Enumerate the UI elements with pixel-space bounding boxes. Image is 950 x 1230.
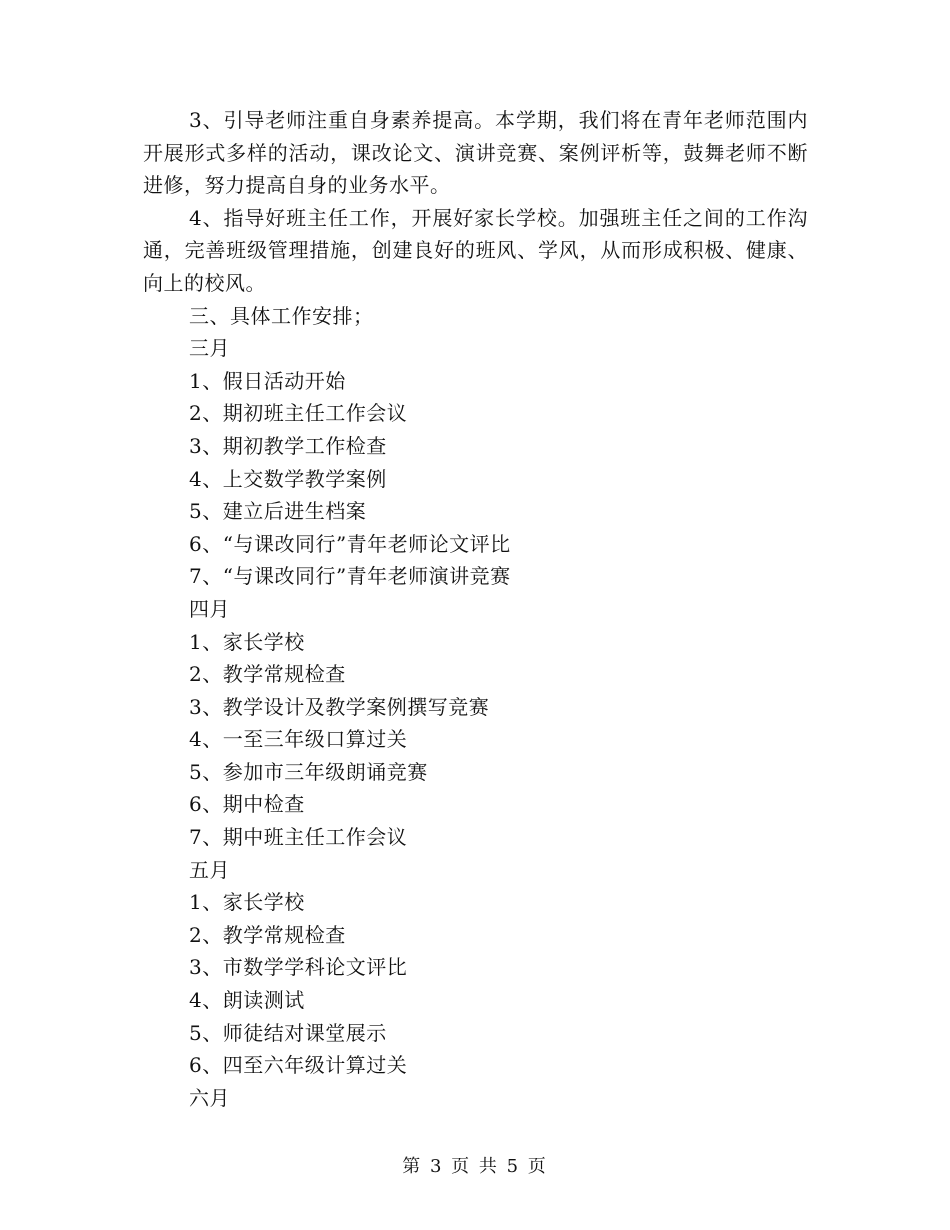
month-heading-april: 四月 xyxy=(189,596,230,621)
list-item: 5、建立后进生档案 xyxy=(189,499,367,524)
list-item: 4、一至三年级口算过关 xyxy=(189,727,408,752)
list-item: 5、师徒结对课堂展示 xyxy=(189,1020,387,1045)
list-item: 4、上交数学教学案例 xyxy=(189,466,387,491)
section-heading: 三、具体工作安排； xyxy=(189,303,374,328)
list-item: 6、“与课改同行”青年老师论文评比 xyxy=(189,531,511,556)
list-item: 2、期初班主任工作会议 xyxy=(189,401,408,426)
month-heading-june: 六月 xyxy=(189,1085,230,1110)
list-item: 1、家长学校 xyxy=(189,890,305,915)
list-item: 5、参加市三年级朗诵竞赛 xyxy=(189,759,428,784)
document-body xyxy=(143,104,808,1114)
paragraph-3: 3、引导老师注重自身素养提高。本学期，我们将在青年老师范围内开展形式多样的活动，课改论文、演讲竞赛、案例评析等，鼓舞老师不断进修，努力提高自身的业务水平。 xyxy=(143,108,808,198)
month-heading-march: 三月 xyxy=(189,336,230,361)
list-item: 2、教学常规检查 xyxy=(189,662,346,687)
list-item: 2、教学常规检查 xyxy=(189,922,346,947)
list-item: 7、“与课改同行”青年老师演讲竞赛 xyxy=(189,564,511,589)
list-item: 1、家长学校 xyxy=(189,629,305,654)
list-item: 3、教学设计及教学案例撰写竞赛 xyxy=(189,694,490,719)
month-heading-may: 五月 xyxy=(189,857,230,882)
list-item: 6、四至六年级计算过关 xyxy=(189,1053,408,1078)
list-item: 3、市数学学科论文评比 xyxy=(189,955,408,980)
list-item: 1、假日活动开始 xyxy=(189,368,346,393)
list-item: 6、期中检查 xyxy=(189,792,305,817)
list-item: 4、朗读测试 xyxy=(189,988,305,1013)
list-item: 7、期中班主任工作会议 xyxy=(189,825,408,850)
list-item: 3、期初教学工作检查 xyxy=(189,433,387,458)
page-number-footer: 第 3 页 共 5 页 xyxy=(402,1156,548,1177)
paragraph-4: 4、指导好班主任工作，开展好家长学校。加强班主任之间的工作沟通，完善班级管理措施，创建良好的班风、学风，从而形成积极、健康、向上的校风。 xyxy=(143,205,808,295)
